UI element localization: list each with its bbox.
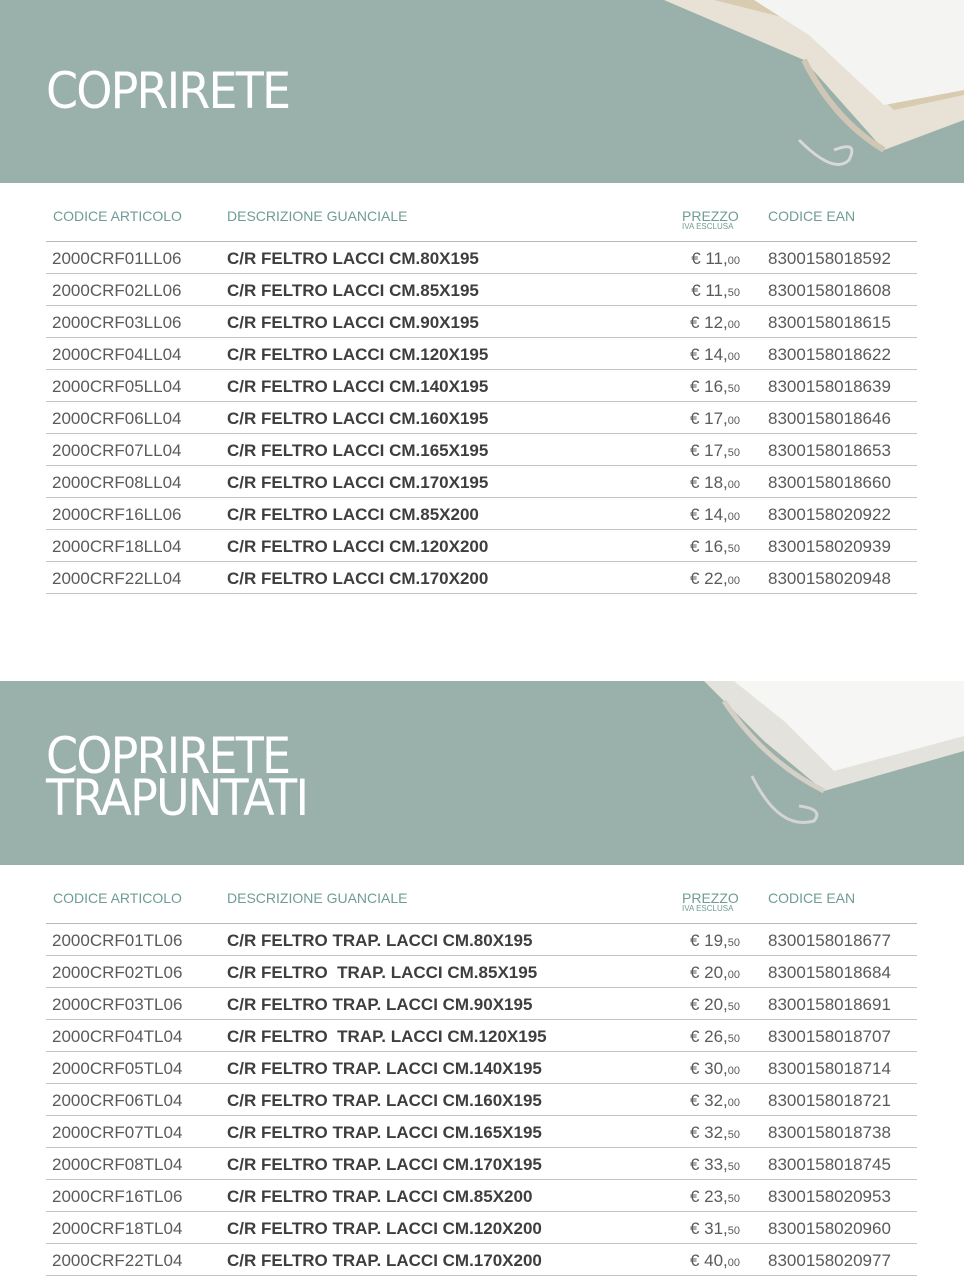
column-header-price: PREZZO xyxy=(682,208,739,224)
table-row xyxy=(46,274,917,306)
article-code: 2000CRF08TL04 xyxy=(52,1155,183,1174)
column-header-code: CODICE ARTICOLO xyxy=(53,208,182,224)
section-title: COPRIRETE TRAPUNTATI xyxy=(46,727,308,827)
ean-code: 8300158020939 xyxy=(768,537,891,556)
ean-code: 8300158018653 xyxy=(768,441,891,460)
price-cents: 00 xyxy=(727,1257,740,1269)
table-row xyxy=(46,434,917,466)
table-row xyxy=(46,1180,917,1212)
item-description: C/R FELTRO TRAP. LACCI CM.85X200 xyxy=(227,1187,533,1206)
table-row xyxy=(46,1052,917,1084)
table-row xyxy=(46,466,917,498)
item-price xyxy=(690,537,740,557)
table-row xyxy=(46,562,917,594)
price-cents: 50 xyxy=(727,1225,740,1237)
ean-code: 8300158018684 xyxy=(768,963,891,982)
item-price xyxy=(691,281,740,301)
item-description: C/R FELTRO LACCI CM.170X200 xyxy=(227,569,489,588)
table-row xyxy=(46,956,917,988)
table-row xyxy=(46,338,917,370)
price-amount: € 16, xyxy=(689,537,728,556)
price-cents: 50 xyxy=(727,1001,740,1013)
price-cents: 50 xyxy=(727,937,740,949)
section-banner-coprirete xyxy=(0,0,964,183)
price-cents: 50 xyxy=(727,1033,740,1045)
price-amount: € 30, xyxy=(689,1059,728,1078)
price-amount: € 16, xyxy=(689,377,728,396)
price-amount: € 32, xyxy=(689,1123,728,1142)
table-row xyxy=(46,1148,917,1180)
item-description: C/R FELTRO TRAP. LACCI CM.90X195 xyxy=(227,995,533,1014)
article-code: 2000CRF07TL04 xyxy=(52,1123,183,1142)
ean-code: 8300158018738 xyxy=(768,1123,891,1142)
article-code: 2000CRF05LL04 xyxy=(52,377,182,396)
table-row xyxy=(46,530,917,562)
article-code: 2000CRF04LL04 xyxy=(52,345,182,364)
column-header-ean: CODICE EAN xyxy=(768,890,856,906)
column-header-description: DESCRIZIONE GUANCIALE xyxy=(227,890,408,906)
table-row xyxy=(46,1116,917,1148)
price-amount: € 12, xyxy=(689,313,728,332)
item-price xyxy=(690,409,740,429)
item-description: C/R FELTRO LACCI CM.160X195 xyxy=(227,409,489,428)
article-code: 2000CRF22TL04 xyxy=(52,1251,183,1270)
column-header-ean: CODICE EAN xyxy=(768,208,856,224)
price-amount: € 20, xyxy=(689,995,728,1014)
price-cents: 00 xyxy=(727,255,740,267)
price-cents: 50 xyxy=(727,447,740,459)
price-cents: 50 xyxy=(727,1129,740,1141)
table-row xyxy=(46,402,917,434)
price-amount: € 31, xyxy=(689,1219,728,1238)
article-code: 2000CRF18TL04 xyxy=(52,1219,183,1238)
price-cents: 50 xyxy=(727,1193,740,1205)
item-description: C/R FELTRO LACCI CM.120X200 xyxy=(227,537,489,556)
item-price xyxy=(690,313,740,333)
ean-code: 8300158018592 xyxy=(768,249,891,268)
ean-code: 8300158020922 xyxy=(768,505,891,524)
ean-code: 8300158018707 xyxy=(768,1027,891,1046)
article-code: 2000CRF16LL06 xyxy=(52,505,182,524)
ean-code: 8300158020960 xyxy=(768,1219,891,1238)
ean-code: 8300158018714 xyxy=(768,1059,891,1078)
item-description: C/R FELTRO LACCI CM.170X195 xyxy=(227,473,489,492)
ean-code: 8300158018615 xyxy=(768,313,891,332)
price-amount: € 18, xyxy=(689,473,728,492)
item-price xyxy=(690,995,740,1015)
price-cents: 00 xyxy=(727,351,740,363)
item-price xyxy=(690,377,740,397)
mattress-cover-image xyxy=(634,0,964,183)
item-price xyxy=(690,505,740,525)
price-cents: 00 xyxy=(727,479,740,491)
price-amount: € 22, xyxy=(689,569,728,588)
item-description: C/R FELTRO TRAP. LACCI CM.85X195 xyxy=(227,963,538,982)
article-code: 2000CRF03TL06 xyxy=(52,995,183,1014)
table-row xyxy=(46,498,917,530)
item-description: C/R FELTRO LACCI CM.85X195 xyxy=(227,281,479,300)
price-amount: € 17, xyxy=(689,441,728,460)
item-description: C/R FELTRO LACCI CM.120X195 xyxy=(227,345,489,364)
ean-code: 8300158020948 xyxy=(768,569,891,588)
price-cents: 00 xyxy=(727,1097,740,1109)
ean-code: 8300158018660 xyxy=(768,473,891,492)
ean-code: 8300158020953 xyxy=(768,1187,891,1206)
ean-code: 8300158018622 xyxy=(768,345,891,364)
column-header-code: CODICE ARTICOLO xyxy=(53,890,182,906)
item-description: C/R FELTRO LACCI CM.165X195 xyxy=(227,441,489,460)
article-code: 2000CRF03LL06 xyxy=(52,313,182,332)
price-amount: € 11, xyxy=(691,249,728,268)
price-cents: 00 xyxy=(727,319,740,331)
article-code: 2000CRF07LL04 xyxy=(52,441,182,460)
item-price xyxy=(690,1059,740,1079)
price-amount: € 40, xyxy=(689,1251,728,1270)
item-price xyxy=(690,569,740,589)
table-row xyxy=(46,1244,917,1276)
article-code: 2000CRF02TL06 xyxy=(52,963,183,982)
table-row xyxy=(46,1020,917,1052)
item-price xyxy=(690,345,740,365)
column-header-price: PREZZO xyxy=(682,890,739,906)
price-cents: 00 xyxy=(727,969,740,981)
table-row xyxy=(46,370,917,402)
table-row xyxy=(46,1212,917,1244)
article-code: 2000CRF05TL04 xyxy=(52,1059,183,1078)
price-cents: 00 xyxy=(727,575,740,587)
item-price xyxy=(690,1091,740,1111)
price-amount: € 19, xyxy=(689,931,728,950)
column-header-price-note: IVA ESCLUSA xyxy=(682,904,734,913)
ean-code: 8300158018646 xyxy=(768,409,891,428)
article-code: 2000CRF16TL06 xyxy=(52,1187,183,1206)
table-row xyxy=(46,1084,917,1116)
table-row xyxy=(46,242,917,274)
ean-code: 8300158018608 xyxy=(768,281,891,300)
item-description: C/R FELTRO TRAP. LACCI CM.160X195 xyxy=(227,1091,542,1110)
price-amount: € 14, xyxy=(689,345,728,364)
table-row xyxy=(46,924,917,956)
article-code: 2000CRF18LL04 xyxy=(52,537,182,556)
item-description: C/R FELTRO TRAP. LACCI CM.80X195 xyxy=(227,931,533,950)
section-banner-coprirete-trapuntati xyxy=(0,681,964,865)
item-price xyxy=(690,1155,740,1175)
item-description: C/R FELTRO TRAP. LACCI CM.165X195 xyxy=(227,1123,542,1142)
price-cents: 50 xyxy=(727,287,740,299)
price-cents: 00 xyxy=(727,1065,740,1077)
item-price xyxy=(690,473,740,493)
article-code: 2000CRF01LL06 xyxy=(52,249,182,268)
ean-code: 8300158018677 xyxy=(768,931,891,950)
item-description: C/R FELTRO TRAP. LACCI CM.120X200 xyxy=(227,1219,542,1238)
item-description: C/R FELTRO TRAP. LACCI CM.140X195 xyxy=(227,1059,542,1078)
item-description: C/R FELTRO LACCI CM.140X195 xyxy=(227,377,489,396)
item-price xyxy=(690,1187,740,1207)
item-description: C/R FELTRO TRAP. LACCI CM.170X195 xyxy=(227,1155,542,1174)
price-table-coprirete xyxy=(46,200,917,594)
price-amount: € 20, xyxy=(689,963,728,982)
item-price xyxy=(690,1251,740,1271)
quilted-cover-image xyxy=(704,681,964,865)
price-amount: € 11, xyxy=(691,281,728,300)
article-code: 2000CRF01TL06 xyxy=(52,931,183,950)
price-amount: € 23, xyxy=(689,1187,728,1206)
price-cents: 50 xyxy=(727,383,740,395)
article-code: 2000CRF06TL04 xyxy=(52,1091,183,1110)
item-description: C/R FELTRO LACCI CM.80X195 xyxy=(227,249,479,268)
ean-code: 8300158018639 xyxy=(768,377,891,396)
table-row xyxy=(46,988,917,1020)
price-cents: 50 xyxy=(727,1161,740,1173)
price-amount: € 32, xyxy=(689,1091,728,1110)
table-header xyxy=(46,200,917,242)
article-code: 2000CRF08LL04 xyxy=(52,473,182,492)
column-header-price-note: IVA ESCLUSA xyxy=(682,222,734,231)
price-amount: € 33, xyxy=(689,1155,728,1174)
item-description: C/R FELTRO LACCI CM.90X195 xyxy=(227,313,479,332)
price-amount: € 26, xyxy=(689,1027,728,1046)
price-amount: € 14, xyxy=(689,505,728,524)
section-title: COPRIRETE xyxy=(46,62,290,120)
item-description: C/R FELTRO TRAP. LACCI CM.120X195 xyxy=(227,1027,547,1046)
item-price xyxy=(690,441,740,461)
item-price xyxy=(690,931,740,951)
ean-code: 8300158020977 xyxy=(768,1251,891,1270)
price-amount: € 17, xyxy=(689,409,728,428)
item-price xyxy=(690,1027,740,1047)
article-code: 2000CRF02LL06 xyxy=(52,281,182,300)
article-code: 2000CRF04TL04 xyxy=(52,1027,183,1046)
item-description: C/R FELTRO TRAP. LACCI CM.170X200 xyxy=(227,1251,542,1270)
table-header xyxy=(46,882,917,924)
price-cents: 00 xyxy=(727,511,740,523)
item-price xyxy=(690,963,740,983)
ean-code: 8300158018745 xyxy=(768,1155,891,1174)
item-price xyxy=(690,1219,740,1239)
ean-code: 8300158018721 xyxy=(768,1091,891,1110)
price-cents: 50 xyxy=(727,543,740,555)
item-price xyxy=(690,1123,740,1143)
article-code: 2000CRF06LL04 xyxy=(52,409,182,428)
price-table-coprirete-trapuntati xyxy=(46,882,917,1276)
price-cents: 00 xyxy=(727,415,740,427)
ean-code: 8300158018691 xyxy=(768,995,891,1014)
item-price xyxy=(691,249,740,269)
column-header-description: DESCRIZIONE GUANCIALE xyxy=(227,208,408,224)
table-row xyxy=(46,306,917,338)
article-code: 2000CRF22LL04 xyxy=(52,569,182,588)
item-description: C/R FELTRO LACCI CM.85X200 xyxy=(227,505,479,524)
